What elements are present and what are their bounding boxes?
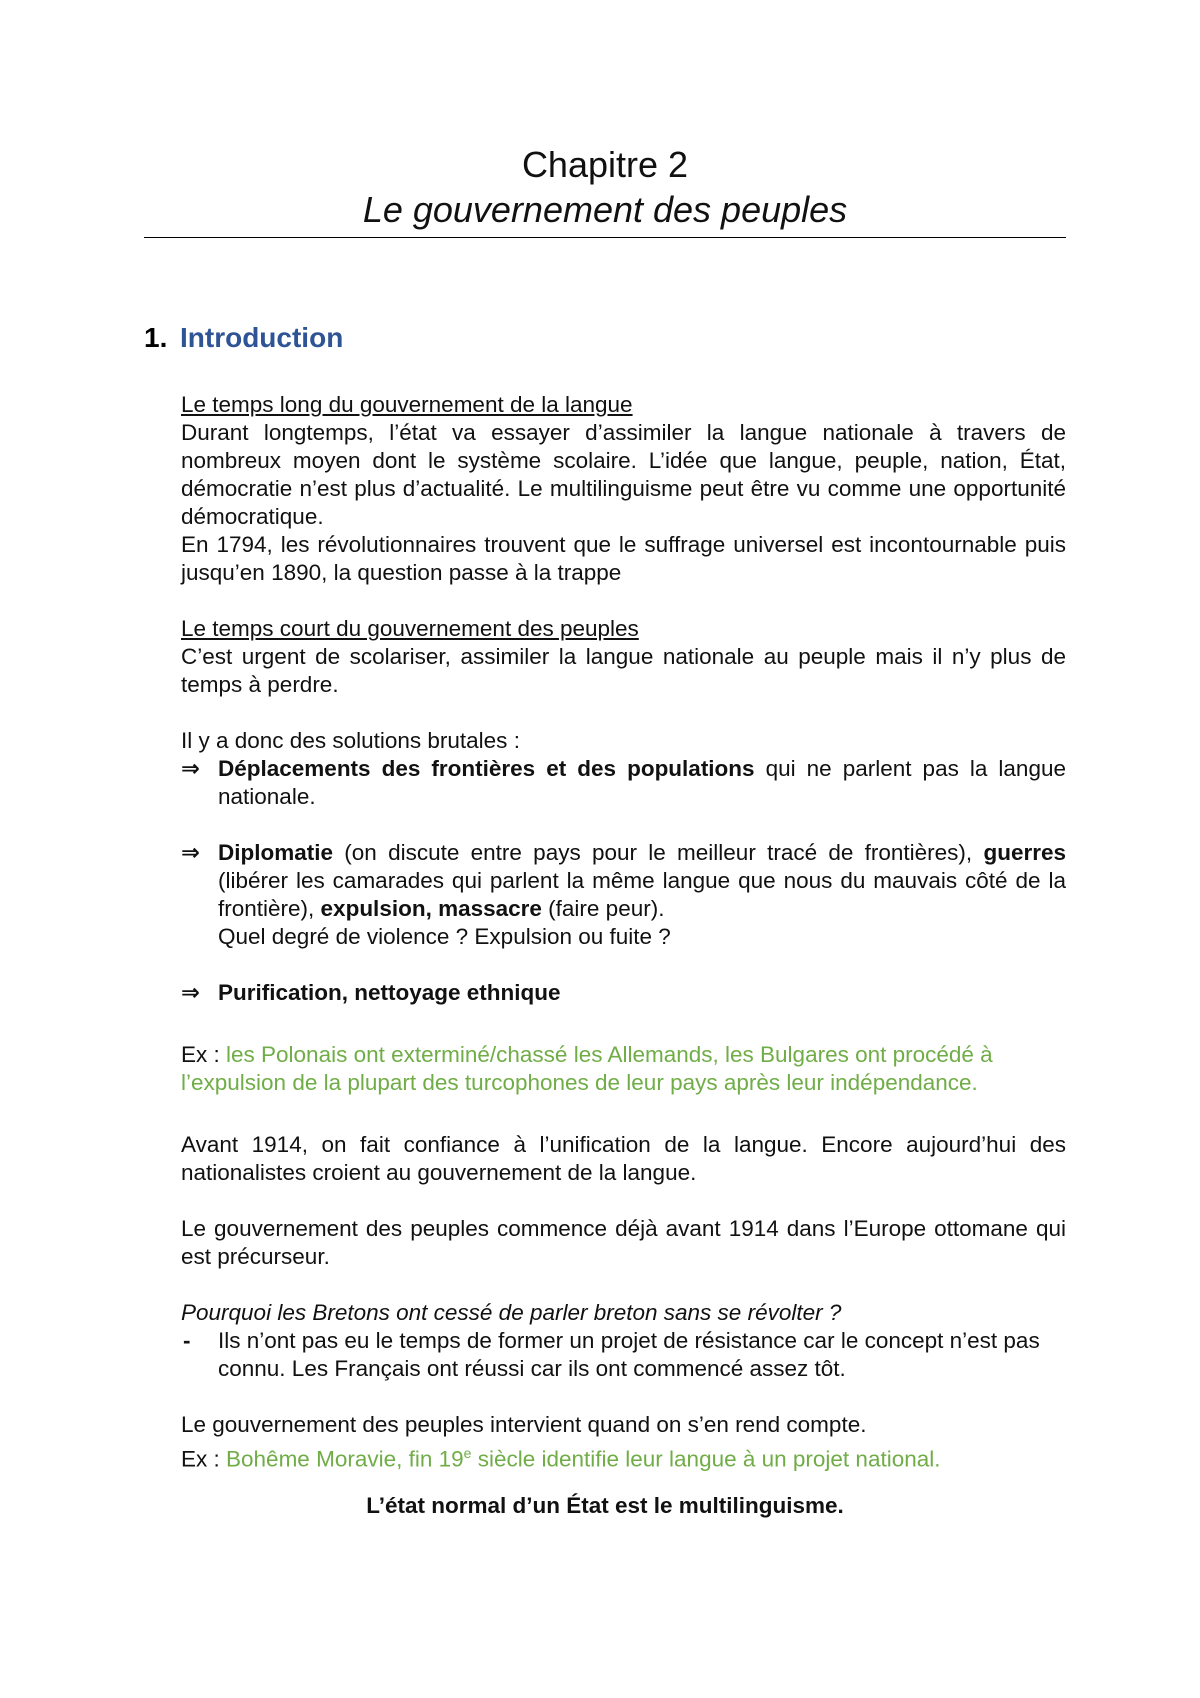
chapter-subtitle: Le gouvernement des peuples — [362, 189, 848, 230]
dash-bullet: - — [183, 1328, 191, 1353]
section-number: 1. — [144, 322, 168, 353]
arrow-bullet: ⇒ — [181, 840, 200, 865]
paragraph-6: Le gouvernement des peuples commence déjà avant 1914 dans l’Europe ottomane qui est précurseur. — [181, 1216, 1066, 1269]
spacer — [181, 1097, 1066, 1131]
answer-text: Ils n’ont pas eu le temps de former un projet de résistance car le concept n’est pas connu. Les Français ont réussi car ils ont commencé assez tôt. — [218, 1328, 1040, 1381]
example-2-prefix: Ex : — [181, 1446, 227, 1472]
subheading-short-time: Le temps court du gouvernement des peuples — [181, 616, 639, 641]
paragraph-5: Avant 1914, on fait confiance à l’unification de la langue. Encore aujourd’hui des nationalistes croient au gouvernement de la langue. — [181, 1132, 1066, 1185]
paragraph-2: En 1794, les révolutionnaires trouvent que le suffrage universel est incontournable puis jusqu’en 1890, la question passe à la trappe — [181, 532, 1066, 585]
paragraph-7: Le gouvernement des peuples intervient quand on s’en rend compte. — [181, 1412, 867, 1437]
example-1-text: les Polonais ont exterminé/chassé les Allemands, les Bulgares ont procédé à l’expulsion de la plupart des turcophones de leur pays après leur indépendance. — [181, 1042, 993, 1095]
spacer — [181, 1271, 1066, 1299]
item3-bold: Purification, nettoyage ethnique — [218, 980, 561, 1005]
question: Pourquoi les Bretons ont cessé de parler breton sans se révolter ? — [181, 1300, 842, 1325]
item2-text-3: (faire peur). — [541, 896, 665, 921]
example-2-text-b: siècle identifie leur langue à un projet national. — [471, 1446, 941, 1472]
item2-bold-3: expulsion, massacre — [320, 896, 542, 921]
paragraph-1: Durant longtemps, l’état va essayer d’assimiler la langue nationale à travers de nombreux moyen dont le système scolaire. L’idée que langue, peuple, nation, État, démocratie n’est plus d’actualité. Le multilinguisme peut être vu comme une opportunité démocratique. — [181, 420, 1066, 529]
spacer — [181, 1474, 1066, 1492]
spacer — [181, 951, 1066, 979]
chapter-title: Chapitre 2 — [521, 144, 689, 185]
spacer — [181, 587, 1066, 615]
header-divider — [144, 237, 1066, 238]
section-heading — [144, 321, 343, 355]
spacer — [181, 1187, 1066, 1215]
document-body — [181, 391, 1066, 1520]
paragraph-4: Il y a donc des solutions brutales : — [181, 728, 520, 753]
example-1 — [181, 1041, 1066, 1097]
example-2 — [181, 1439, 1066, 1474]
conclusion: L’état normal d’un État est le multilinguisme. — [366, 1492, 844, 1518]
item2-bold-1: Diplomatie — [218, 840, 334, 865]
item1-bold: Déplacements des frontières et des populations — [218, 756, 755, 781]
spacer — [181, 1383, 1066, 1411]
paragraph-3: C’est urgent de scolariser, assimiler la langue nationale au peuple mais il n’y plus de temps à perdre. — [181, 644, 1066, 697]
item2-text-1: (on discute entre pays pour le meilleur tracé de frontières), — [333, 840, 984, 865]
spacer — [181, 811, 1066, 839]
list-item-answer — [144, 1327, 1066, 1383]
arrow-bullet: ⇒ — [181, 980, 200, 1005]
arrow-bullet: ⇒ — [181, 756, 200, 781]
list-item-diplomacy — [144, 839, 1066, 923]
example-1-prefix: Ex : — [181, 1042, 227, 1067]
list-item-borders — [144, 755, 1066, 811]
item2-text-2: (libérer les camarades qui parlent la même langue que nous du mauvais côté de la frontière), — [218, 868, 1066, 921]
section-title: Introduction — [180, 322, 344, 353]
example-2-text-a: Bohême Moravie, fin 19 — [226, 1446, 464, 1472]
subheading-long-time: Le temps long du gouvernement de la langue — [181, 392, 633, 417]
example-2-superscript: e — [463, 1445, 472, 1461]
item1-text: qui ne parlent pas la langue nationale. — [218, 756, 1066, 809]
item2-bold-2: guerres — [983, 840, 1066, 865]
list-item-purification — [144, 979, 1066, 1007]
item2-line-2: Quel degré de violence ? Expulsion ou fuite ? — [218, 924, 671, 949]
spacer — [181, 1007, 1066, 1041]
chapter-header — [144, 143, 1066, 233]
spacer — [181, 699, 1066, 727]
